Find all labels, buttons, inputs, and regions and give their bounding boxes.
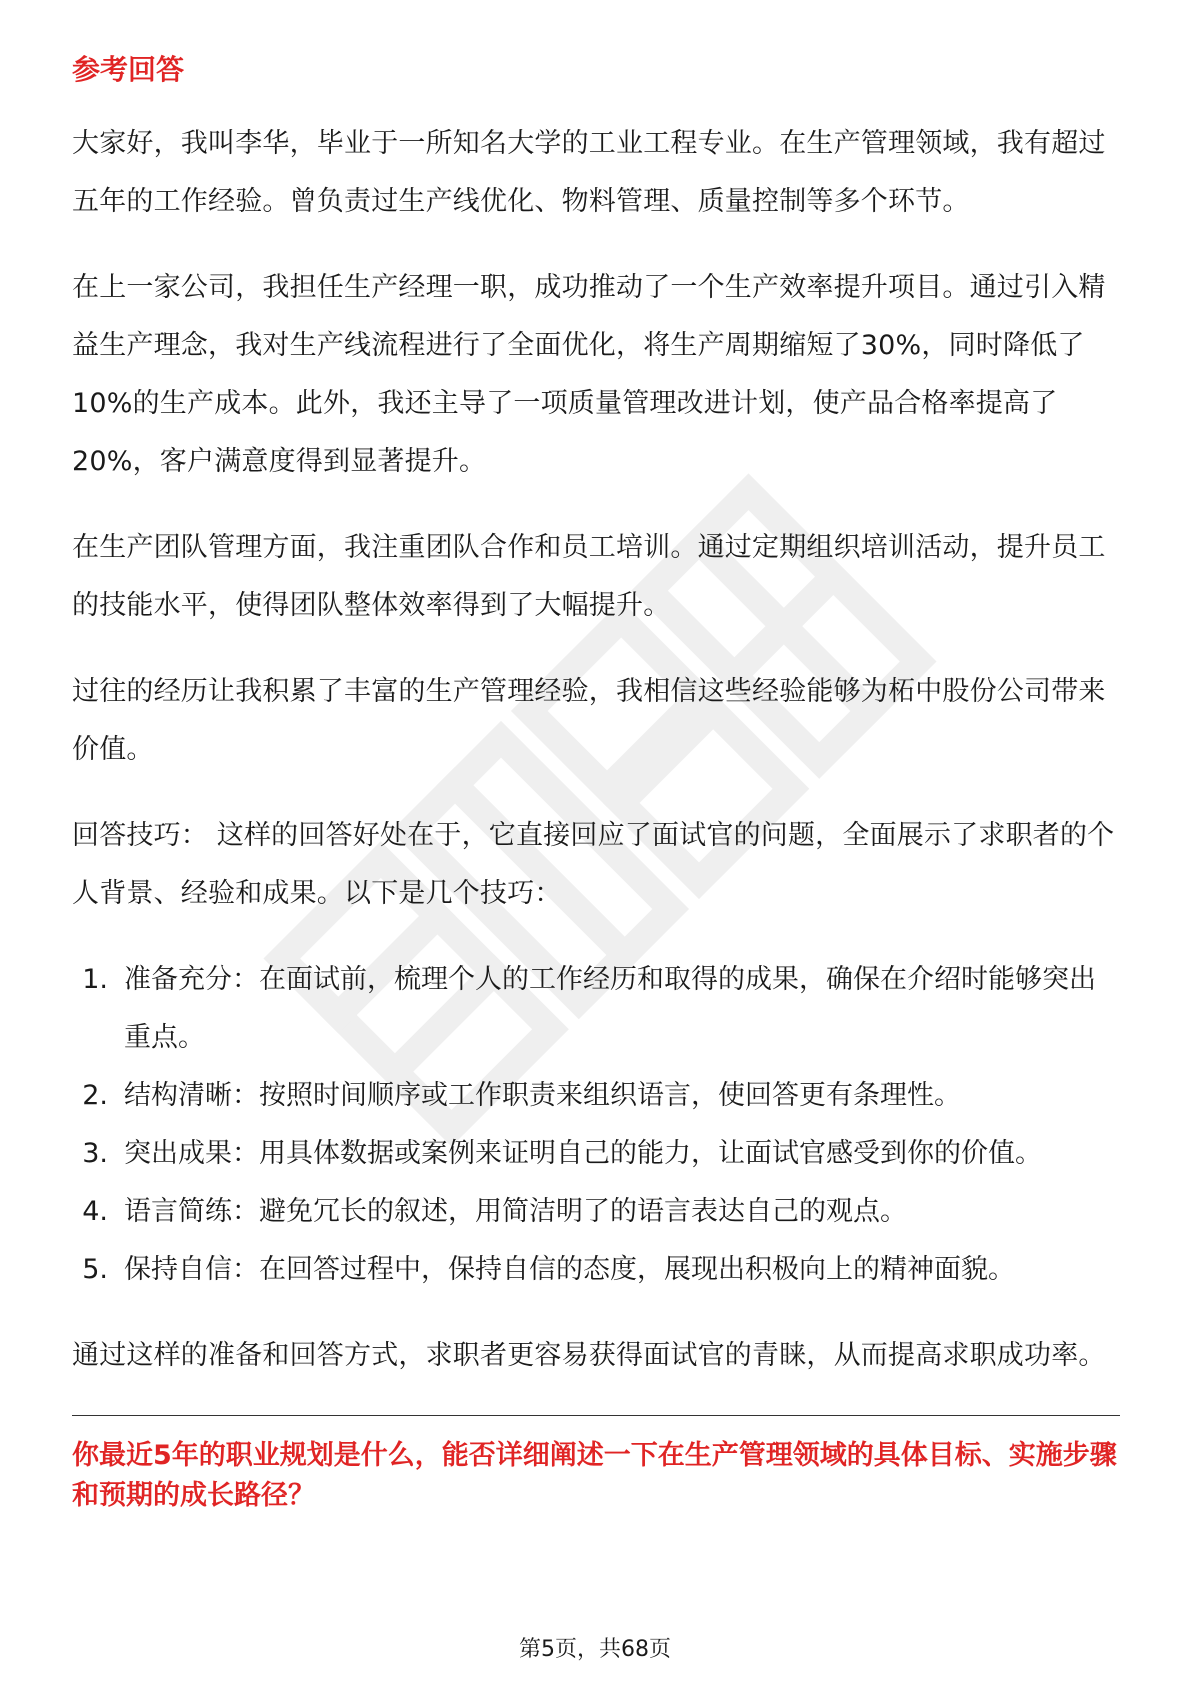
list-item-number: 4. [82, 1195, 108, 1227]
list-item-text: 准备充分：在面试前，梳理个人的工作经历和取得的成果，确保在介绍时能够突出重点。 [124, 963, 1096, 1053]
list-item-number: 1. [82, 963, 108, 995]
main-content [72, 40, 1122, 1516]
tips-list [72, 951, 1122, 1299]
answer-paragraph-3: 在生产团队管理方面，我注重团队合作和员工培训。通过定期组织培训活动，提升员工的技能水平，使得团队整体效率得到了大幅提升。 [72, 531, 1106, 621]
next-question-heading: 你最近5年的职业规划是什么，能否详细阐述一下在生产管理领域的具体目标、实施步骤和预期的成长路径？ [72, 1439, 1117, 1511]
section-divider [72, 1415, 1120, 1416]
answer-paragraph-1: 大家好，我叫李华，毕业于一所知名大学的工业工程专业。在生产管理领域，我有超过五年的工作经验。曾负责过生产线优化、物料管理、质量控制等多个环节。 [72, 127, 1106, 217]
list-item [72, 951, 1122, 1067]
conclusion-paragraph: 通过这样的准备和回答方式，求职者更容易获得面试官的青睐，从而提高求职成功率。 [72, 1339, 1106, 1371]
answer-paragraph-4: 过往的经历让我积累了丰富的生产管理经验，我相信这些经验能够为柘中股份公司带来价值。 [72, 675, 1106, 765]
list-item-text: 语言简练：避免冗长的叙述，用简洁明了的语言表达自己的观点。 [124, 1195, 907, 1227]
list-item [72, 1183, 1122, 1241]
list-item-number: 5. [82, 1253, 108, 1285]
list-item-number: 2. [82, 1079, 108, 1111]
list-item-text: 结构清晰：按照时间顺序或工作职责来组织语言，使回答更有条理性。 [124, 1079, 961, 1111]
list-item [72, 1067, 1122, 1125]
list-item-text: 保持自信：在回答过程中，保持自信的态度，展现出积极向上的精神面貌。 [124, 1253, 1015, 1285]
list-item [72, 1241, 1122, 1299]
list-item-number: 3. [82, 1137, 108, 1169]
list-item [72, 1125, 1122, 1183]
page-number-footer: 第5页，共68页 [519, 1637, 671, 1662]
answer-paragraph-2: 在上一家公司，我担任生产经理一职，成功推动了一个生产效率提升项目。通过引入精益生产理念，我对生产线流程进行了全面优化，将生产周期缩短了30%，同时降低了10%的生产成本。此外，我还主导了一项质量管理改进计划，使产品合格率提高了20%，客户满意度得到显著提升。 [72, 271, 1106, 477]
list-item-text: 突出成果：用具体数据或案例来证明自己的能力，让面试官感受到你的价值。 [124, 1137, 1042, 1169]
tips-intro-paragraph: 回答技巧： 这样的回答好处在于，它直接回应了面试官的问题，全面展示了求职者的个人背景、经验和成果。以下是几个技巧： [72, 819, 1115, 909]
section-title: 参考回答 [72, 53, 185, 86]
